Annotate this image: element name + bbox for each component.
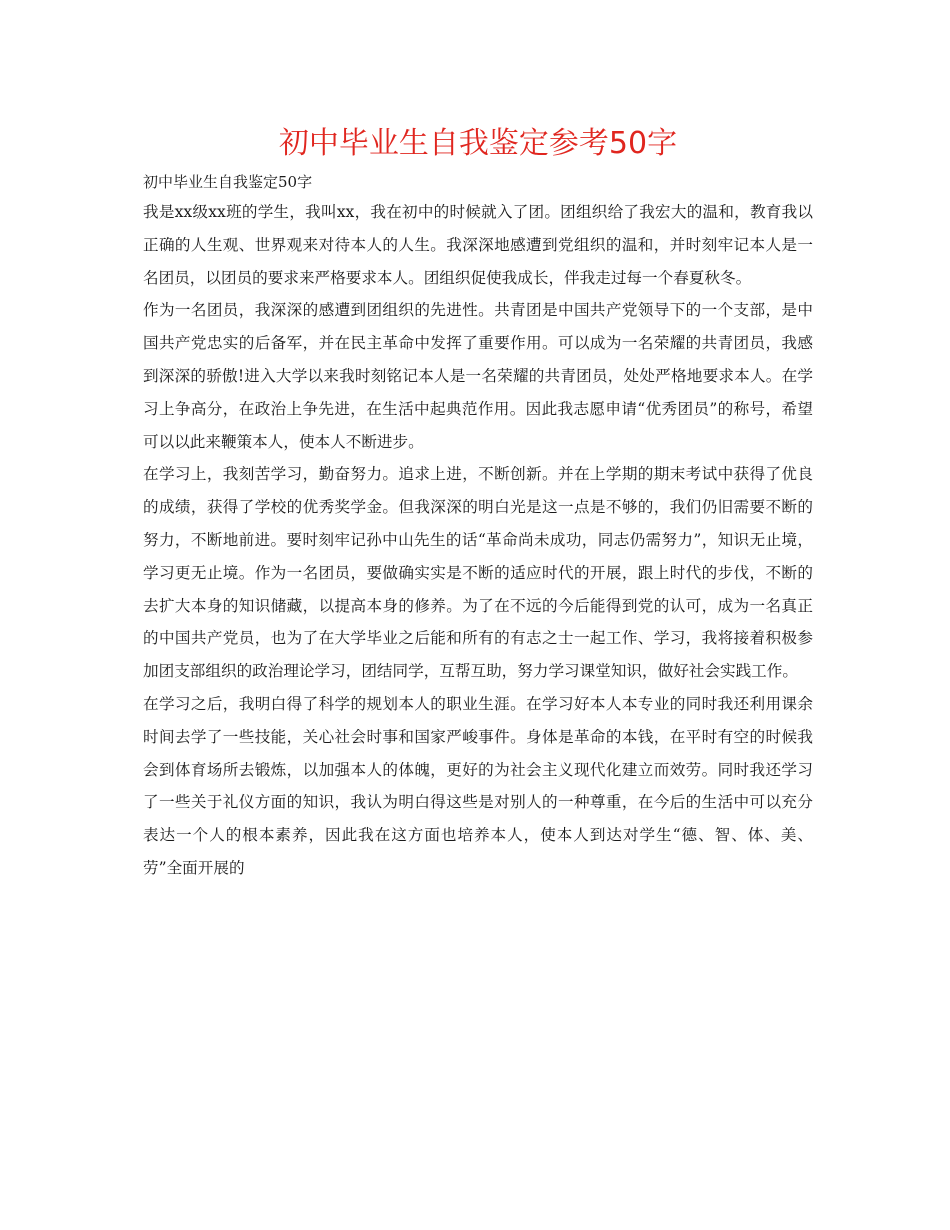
paragraph-2: 作为一名团员，我深深的感遭到团组织的先进性。共青团是中国共产党领导下的一个支部，是中国共产党忠实的后备军，并在民主革命中发挥了重要作用。可以成为一名荣耀的共青团员，我感到深深的骄傲!进入大学以来我时刻铭记本人是一名荣耀的共青团员，处处严格地要求本人。在学习上争高分，在政治上争先进，在生活中起典范作用。因此我志愿申请“优秀团员”的称号，希望可以以此来鞭策本人，使本人不断进步。 <box>143 301 813 451</box>
paragraph-3: 在学习上，我刻苦学习，勤奋努力。追求上进，不断创新。并在上学期的期末考试中获得了优良的成绩，获得了学校的优秀奖学金。但我深深的明白光是这一点是不够的，我们仍旧需要不断的努力，不断地前进。要时刻牢记孙中山先生的话“革命尚未成功，同志仍需努力”，知识无止境，学习更无止境。作为一名团员，要做确实实是不断的适应时代的开展，跟上时代的步伐，不断的去扩大本身的知识储藏，以提高本身的修养。为了在不远的今后能得到党的认可，成为一名真正的中国共产党员，也为了在大学毕业之后能和所有的有志之士一起工作、学习，我将接着积极参加团支部组织的政治理论学习，团结同学，互帮互助，努力学习课堂知识，做好社会实践工作。 <box>143 465 813 681</box>
paragraph-4: 在学习之后，我明白得了科学的规划本人的职业生涯。在学习好本人本专业的同时我还利用课余时间去学了一些技能，关心社会时事和国家严峻事件。身体是革命的本钱，在平时有空的时候我会到体育场所去锻炼，以加强本人的体魄，更好的为社会主义现代化建立而效劳。同时我还学习了一些关于礼仪方面的知识，我认为明白得这些是对别人的一种尊重，在今后的生活中可以充分表达一个人的根本素养，因此我在这方面也培养本人，使本人到达对学生“德、智、体、美、劳”全面开展的 <box>143 694 813 877</box>
document-subtitle: 初中毕业生自我鉴定50字 <box>143 173 313 191</box>
document-page <box>143 122 813 885</box>
paragraph-1: 我是xx级xx班的学生，我叫xx，我在初中的时候就入了团。团组织给了我宏大的温和，教育我以正确的人生观、世界观来对待本人的人生。我深深地感遭到党组织的温和，并时刻牢记本人是一名团员，以团员的要求来严格要求本人。团组织促使我成长，伴我走过每一个春夏秋冬。 <box>143 203 813 287</box>
document-title: 初中毕业生自我鉴定参考50字 <box>278 126 678 161</box>
